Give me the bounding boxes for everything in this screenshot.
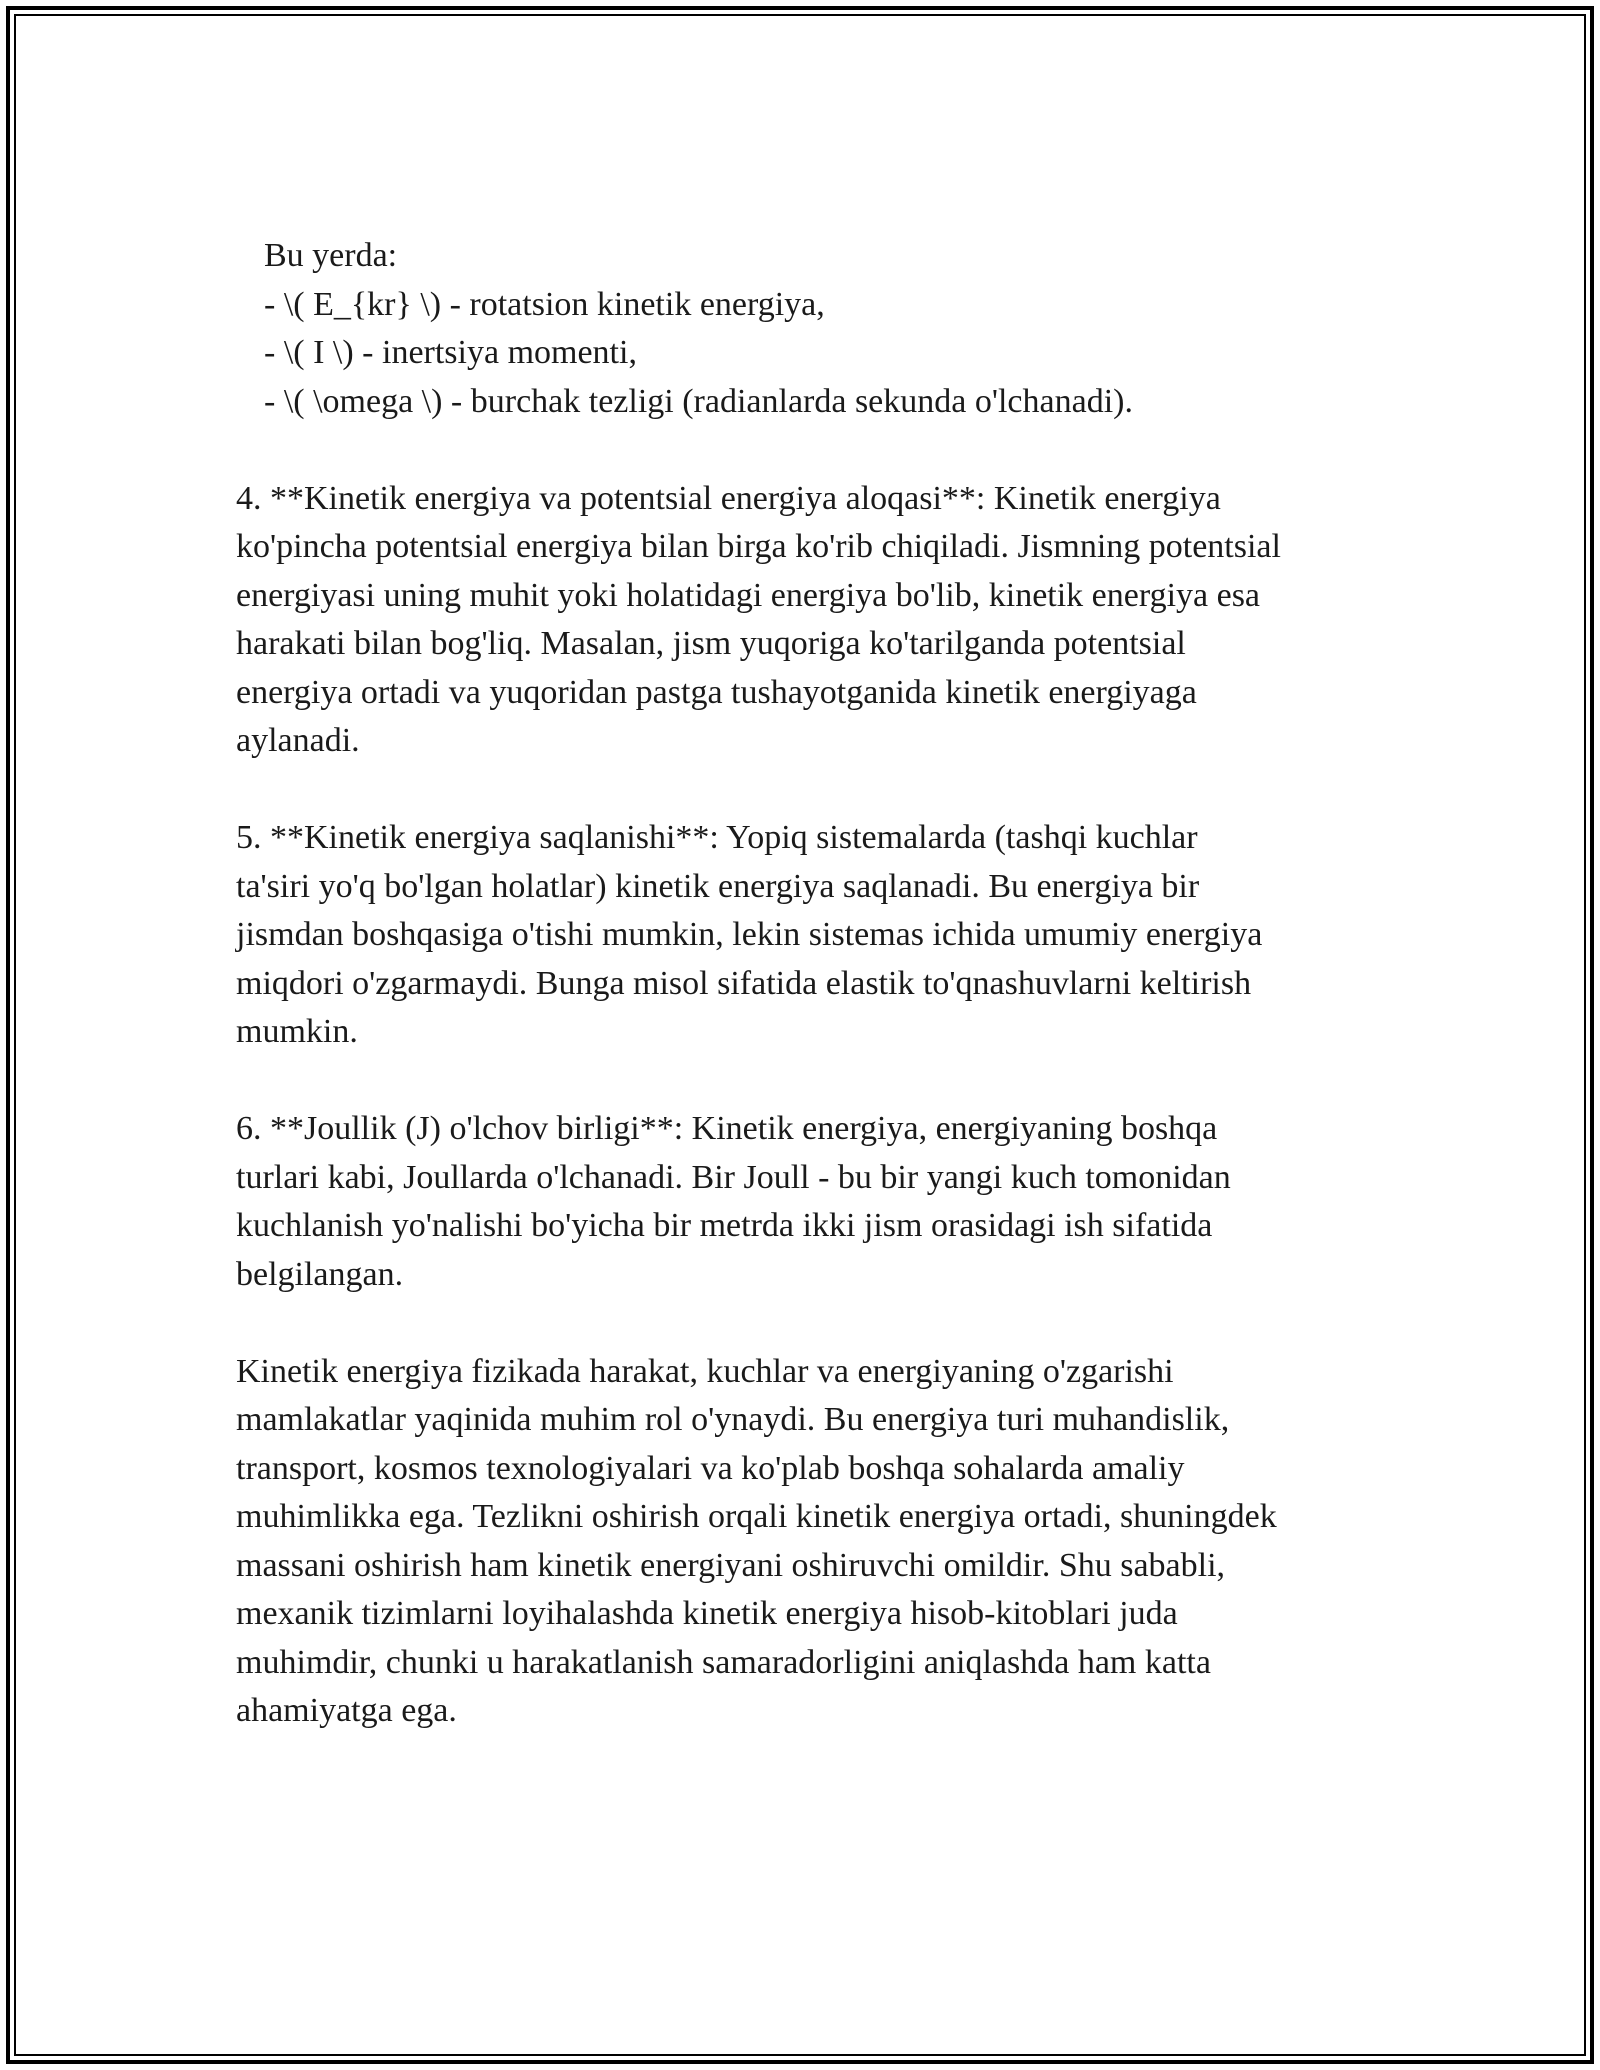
text-line: 5. **Kinetik energiya saqlanishi**: Yopiq sistemalarda (tashqi kuchlar bbox=[236, 819, 1198, 856]
text-line: massani oshirish ham kinetik energiyani oshiruvchi omildir. Shu sababli, bbox=[236, 1546, 1226, 1584]
text-line: energiyasi uning muhit yoki holatidagi energiya bo'lib, kinetik energiya esa bbox=[236, 576, 1261, 614]
text-line: turlari kabi, Joullarda o'lchanadi. Bir Joull - bu bir yangi kuch tomonidan bbox=[236, 1158, 1231, 1196]
document-body bbox=[236, 232, 1376, 1736]
text-line: mamlakatlar yaqinida muhim rol o'ynaydi. Bu energiya turi muhandislik, bbox=[236, 1401, 1230, 1438]
definition-item: - \( I \) - inertsiya momenti, bbox=[264, 334, 637, 371]
text-line: mumkin. bbox=[236, 1013, 358, 1050]
text-line: kuchlanish yo'nalishi bo'yicha bir metrda ikki jism orasidagi ish sifatida bbox=[236, 1207, 1213, 1244]
definition-item: - \( \omega \) - burchak tezligi (radianlarda sekunda o'lchanadi). bbox=[264, 382, 1133, 420]
text-line: harakati bilan bog'liq. Masalan, jism yuqoriga ko'tarilganda potentsial bbox=[236, 625, 1186, 662]
text-line: muhimlikka ega. Tezlikni oshirish orqali kinetik energiya ortadi, shuningdek bbox=[236, 1498, 1277, 1535]
text-line: energiya ortadi va yuqoridan pastga tushayotganida kinetik energiyaga bbox=[236, 673, 1197, 711]
text-line: transport, kosmos texnologiyalari va ko'plab boshqa sohalarda amaliy bbox=[236, 1449, 1185, 1487]
paragraph-energy-conservation bbox=[236, 814, 1376, 1057]
definitions-heading: Bu yerda: bbox=[264, 237, 398, 274]
definition-item: - \( E_{kr} \) - rotatsion kinetik energiya, bbox=[264, 285, 825, 323]
text-line: ta'siri yo'q bo'lgan holatlar) kinetik energiya saqlanadi. Bu energiya bir bbox=[236, 867, 1200, 905]
text-line: miqdori o'zgarmaydi. Bunga misol sifatida elastik to'qnashuvlarni keltirish bbox=[236, 964, 1252, 1002]
variable-definitions bbox=[236, 232, 1376, 426]
text-line: ahamiyatga ega. bbox=[236, 1692, 457, 1729]
paragraph-kinetic-potential-relation bbox=[236, 475, 1376, 766]
text-line: aylanadi. bbox=[236, 722, 360, 759]
text-line: belgilangan. bbox=[236, 1255, 404, 1293]
paragraph-conclusion bbox=[236, 1348, 1376, 1736]
text-line: jismdan boshqasiga o'tishi mumkin, lekin sistemas ichida umumiy energiya bbox=[236, 916, 1263, 953]
text-line: muhimdir, chunki u harakatlanish samaradorligini aniqlashda ham katta bbox=[236, 1643, 1211, 1681]
text-line: Kinetik energiya fizikada harakat, kuchlar va energiyaning o'zgarishi bbox=[236, 1352, 1174, 1390]
text-line: 4. **Kinetik energiya va potentsial energiya aloqasi**: Kinetik energiya bbox=[236, 479, 1221, 517]
text-line: ko'pincha potentsial energiya bilan birga ko'rib chiqiladi. Jismning potentsial bbox=[236, 528, 1281, 565]
text-line: mexanik tizimlarni loyihalashda kinetik energiya hisob-kitoblari juda bbox=[236, 1595, 1178, 1632]
paragraph-joule-unit bbox=[236, 1105, 1376, 1299]
text-line: 6. **Joullik (J) o'lchov birligi**: Kinetik energiya, energiyaning boshqa bbox=[236, 1110, 1218, 1147]
